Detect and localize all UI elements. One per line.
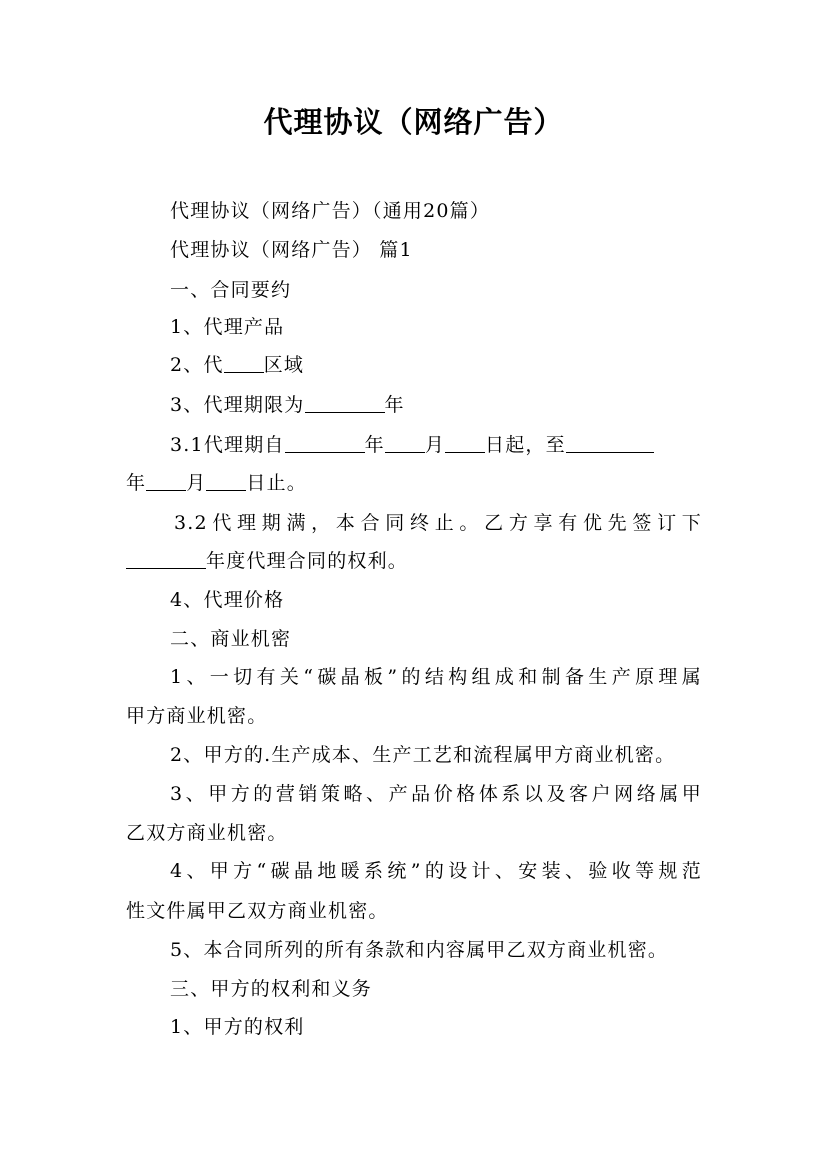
text-segment: 月 — [424, 434, 446, 456]
text-segment: 日起，至 — [485, 434, 566, 456]
text-segment: 2、代 — [170, 354, 224, 376]
clause-line: 乙双方商业机密。 — [126, 822, 288, 844]
clause-line: 性文件属甲乙双方商业机密。 — [126, 900, 389, 922]
clause-line: 3.2代理期满，本合同终止。乙方享有优先签订下 — [174, 512, 702, 534]
clause-heading-line: 一、合同要约 — [170, 279, 292, 301]
fill-in-blank — [224, 352, 264, 373]
text-segment: 区域 — [263, 354, 305, 376]
clause-line: 4、代理价格 — [170, 589, 285, 611]
clause-line — [170, 390, 405, 420]
clause-line: 2、甲方的.生产成本、生产工艺和流程属甲方商业机密。 — [170, 744, 676, 766]
clause-heading-line: 二、商业机密 — [170, 628, 292, 650]
clause-line: 1、一切有关“碳晶板”的结构组成和制备生产原理属 — [170, 666, 702, 688]
fill-in-blank — [126, 548, 206, 569]
text-segment: 3、代理期限为 — [170, 394, 305, 416]
text-segment: 日止。 — [246, 472, 308, 494]
section-heading-line: 代理协议（网络广告） 篇1 — [170, 239, 413, 261]
clause-line: 4、甲方“碳晶地暖系统”的设计、安装、验收等规范 — [170, 860, 702, 882]
fill-in-blank — [445, 432, 485, 453]
fill-in-blank — [385, 432, 425, 453]
fill-in-blank — [566, 432, 654, 453]
clause-heading-line: 三、甲方的权利和义务 — [170, 978, 373, 1000]
clause-line — [170, 350, 304, 380]
clause-line: 5、本合同所列的所有条款和内容属甲乙双方商业机密。 — [170, 939, 669, 961]
clause-line: 3、甲方的营销策略、产品价格体系以及客户网络属甲 — [170, 783, 702, 805]
fill-in-blank — [285, 432, 365, 453]
subtitle-line: 代理协议（网络广告）（通用20篇） — [170, 200, 491, 222]
clause-line: 1、甲方的权利 — [170, 1016, 305, 1038]
fill-in-blank — [146, 470, 186, 491]
fill-in-blank — [305, 392, 385, 413]
clause-line — [170, 430, 654, 460]
text-segment: 年 — [364, 434, 385, 456]
clause-line: 甲方商业机密。 — [126, 705, 268, 727]
text-segment: 月 — [186, 472, 207, 494]
document-title: 代理协议（网络广告） — [263, 105, 564, 139]
clause-line — [126, 468, 307, 498]
fill-in-blank — [206, 470, 246, 491]
text-segment: 年 — [384, 394, 405, 416]
clause-line — [126, 546, 408, 576]
text-segment: 年 — [126, 472, 147, 494]
text-segment: 年度代理合同的权利。 — [206, 550, 409, 572]
text-segment: 3.1代理期自 — [170, 434, 285, 456]
clause-line: 1、代理产品 — [170, 316, 285, 338]
